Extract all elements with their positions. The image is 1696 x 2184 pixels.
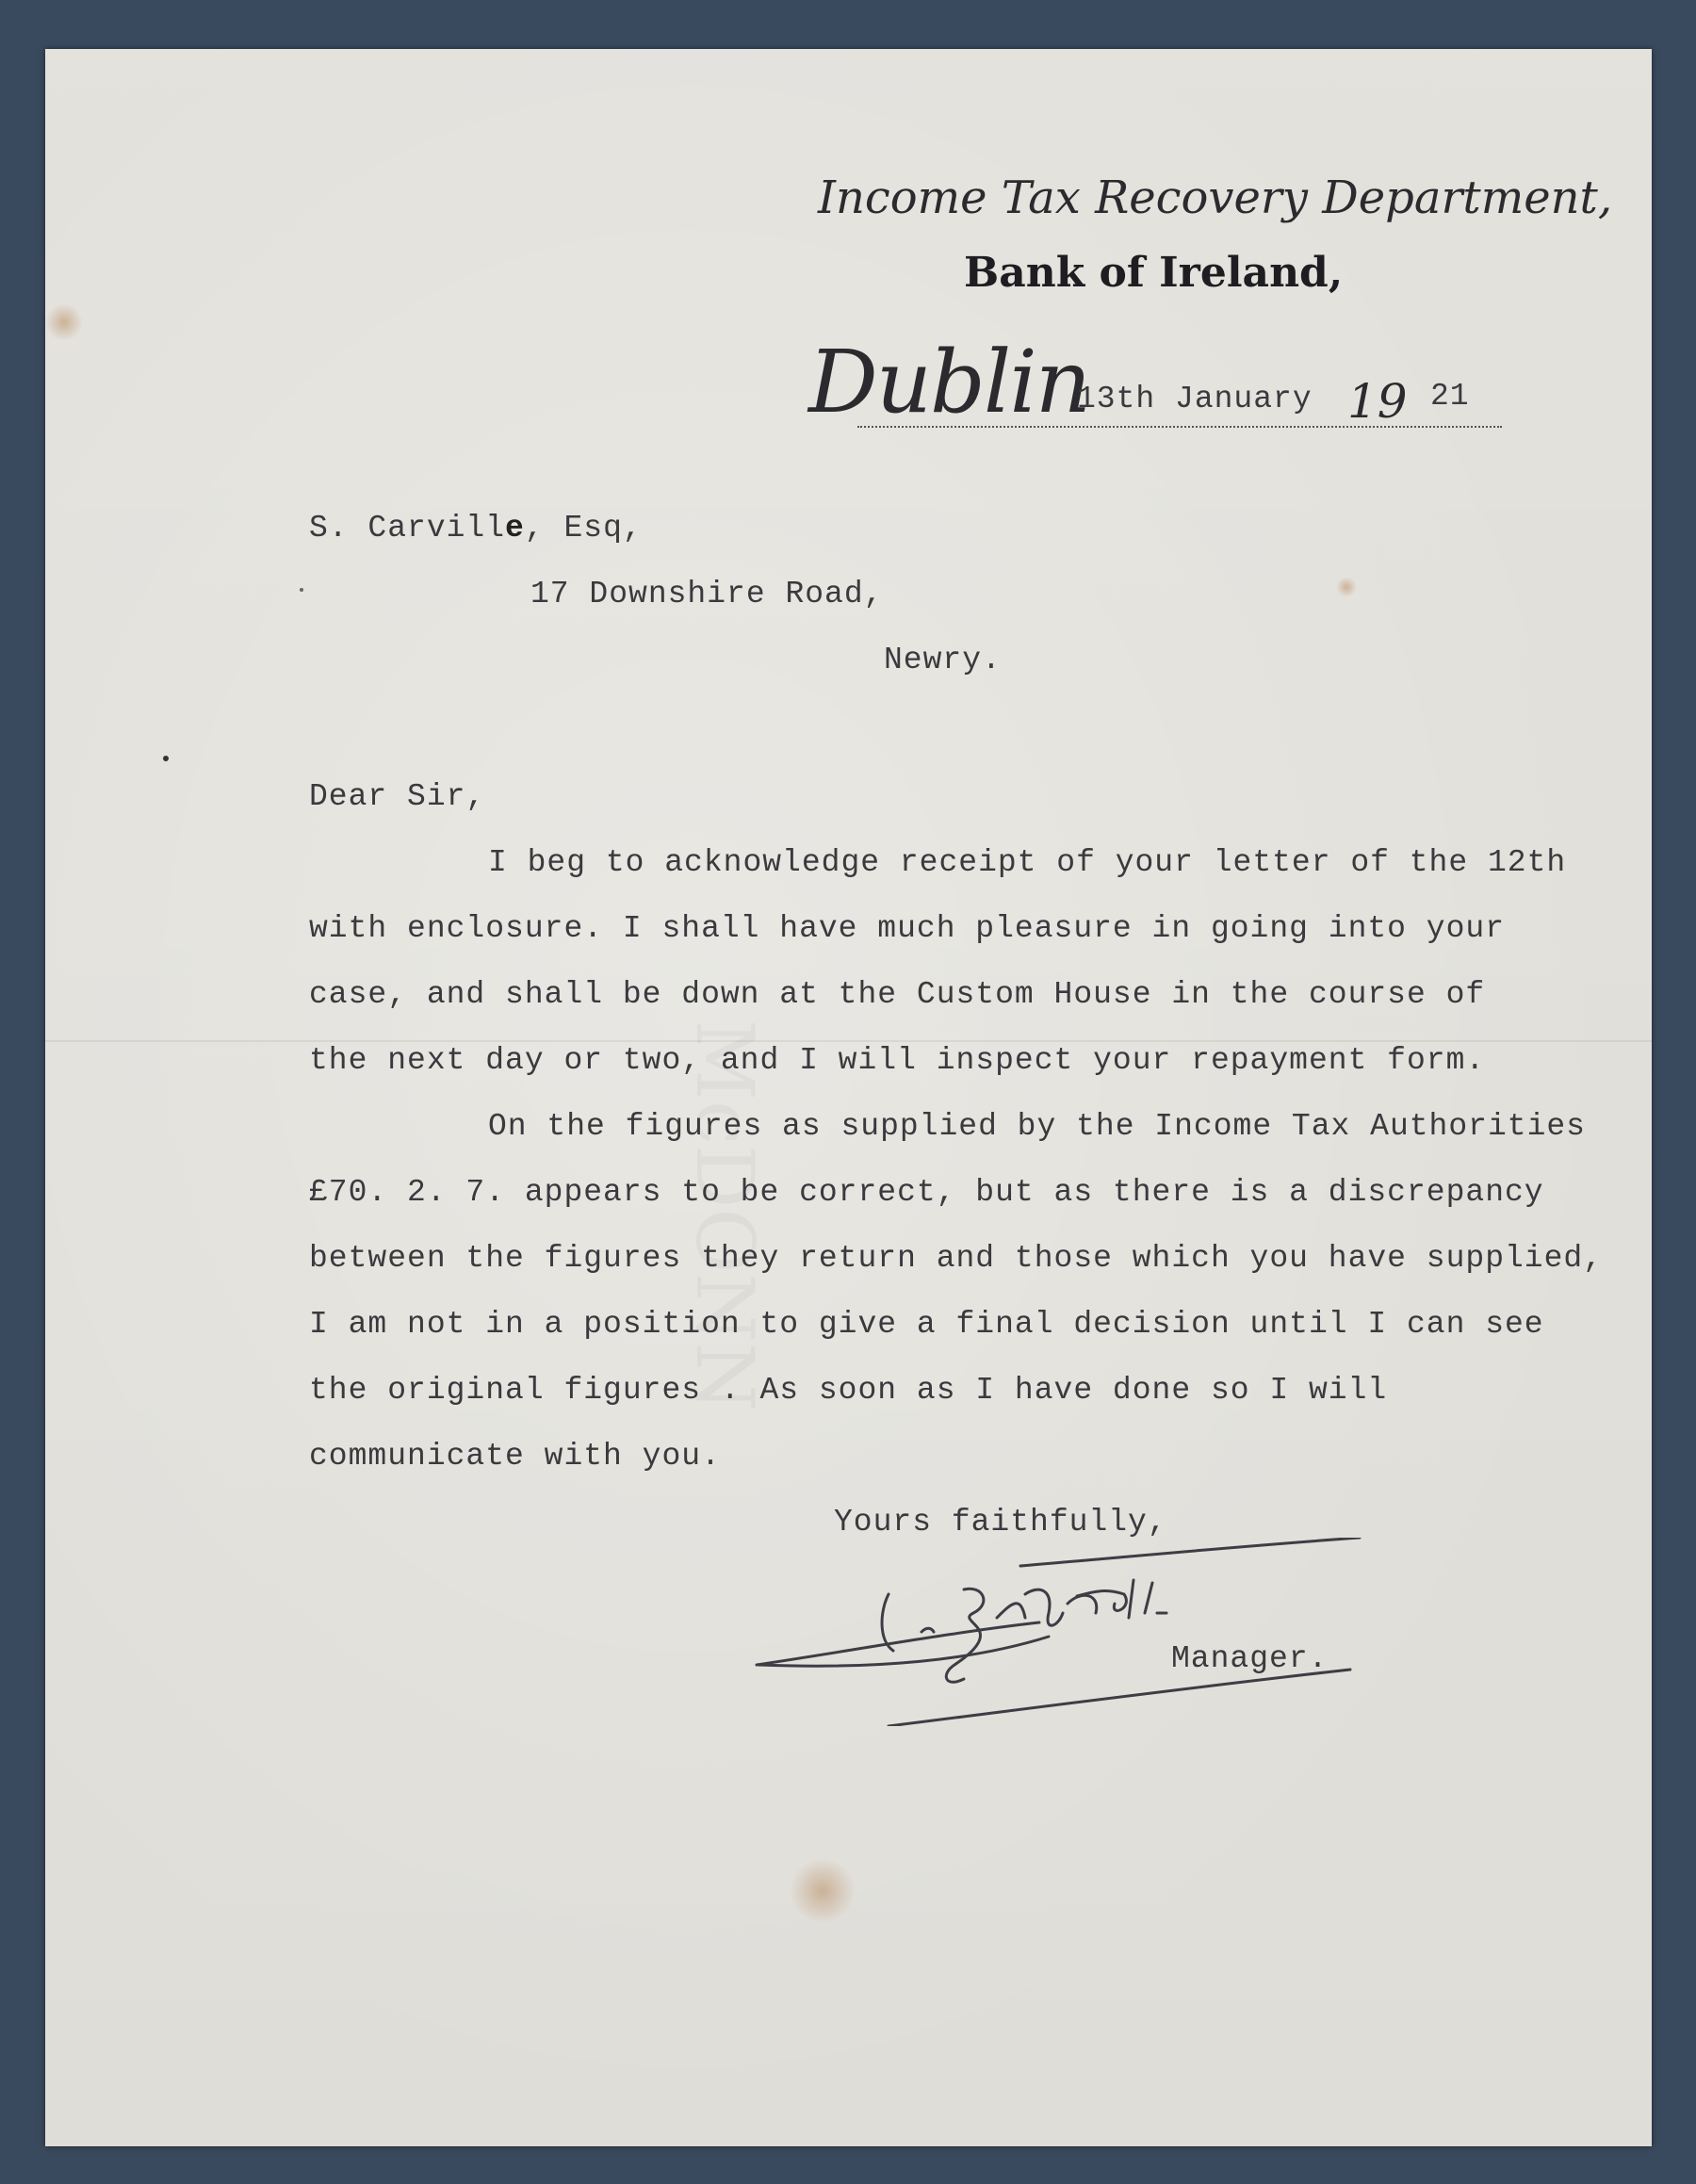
fold-crease [45, 1040, 1652, 1042]
show-through-watermark: McDONN [678, 1019, 771, 1412]
body-line: communicate with you. [309, 1439, 721, 1474]
body-line: I beg to acknowledge receipt of your letter of the 12th [488, 845, 1567, 880]
age-stain [45, 303, 83, 341]
city-letterhead: Dublin [808, 332, 1090, 432]
year-prefix: 19 [1347, 374, 1408, 429]
closing: Yours faithfully, [834, 1505, 1167, 1540]
ink-dot [300, 588, 303, 592]
recipient-name: S. Carvill [309, 511, 506, 546]
ink-dot [163, 756, 169, 761]
body-line: the original figures . As soon as I have done so I will [309, 1373, 1388, 1408]
recipient-town: Newry. [884, 643, 1002, 677]
recipient-name-line [309, 511, 643, 546]
body-line: case, and shall be down at the Custom House in the course of [309, 977, 1486, 1012]
bank-letterhead: Bank of Ireland, [964, 249, 1344, 297]
body-line: On the figures as supplied by the Income Tax Authorities [488, 1109, 1586, 1144]
recipient-title: , Esq, [524, 511, 643, 546]
body-line: £70. 2. 7. appears to be correct, but as there is a discrepancy [309, 1175, 1544, 1210]
body-line: with enclosure. I shall have much pleasure in going into your [309, 911, 1505, 946]
letter-paper [45, 49, 1652, 2146]
age-stain [790, 1858, 856, 1924]
ink-smudge: e [505, 511, 525, 546]
body-line: I am not in a position to give a final decision until I can see [309, 1307, 1544, 1342]
body-line: the next day or two, and I will inspect your repayment form. [309, 1043, 1486, 1078]
age-stain [1336, 577, 1357, 597]
recipient-street: 17 Downshire Road, [530, 577, 884, 611]
salutation: Dear Sir, [309, 779, 486, 814]
signatory-role: Manager. [1171, 1641, 1329, 1676]
handwritten-signature [738, 1538, 1378, 1726]
year-suffix: 21 [1430, 379, 1470, 414]
department-letterhead: Income Tax Recovery Department, [818, 171, 1613, 224]
body-line: between the figures they return and those which you have supplied, [309, 1241, 1604, 1276]
letter-date: 13th January [1077, 382, 1313, 416]
